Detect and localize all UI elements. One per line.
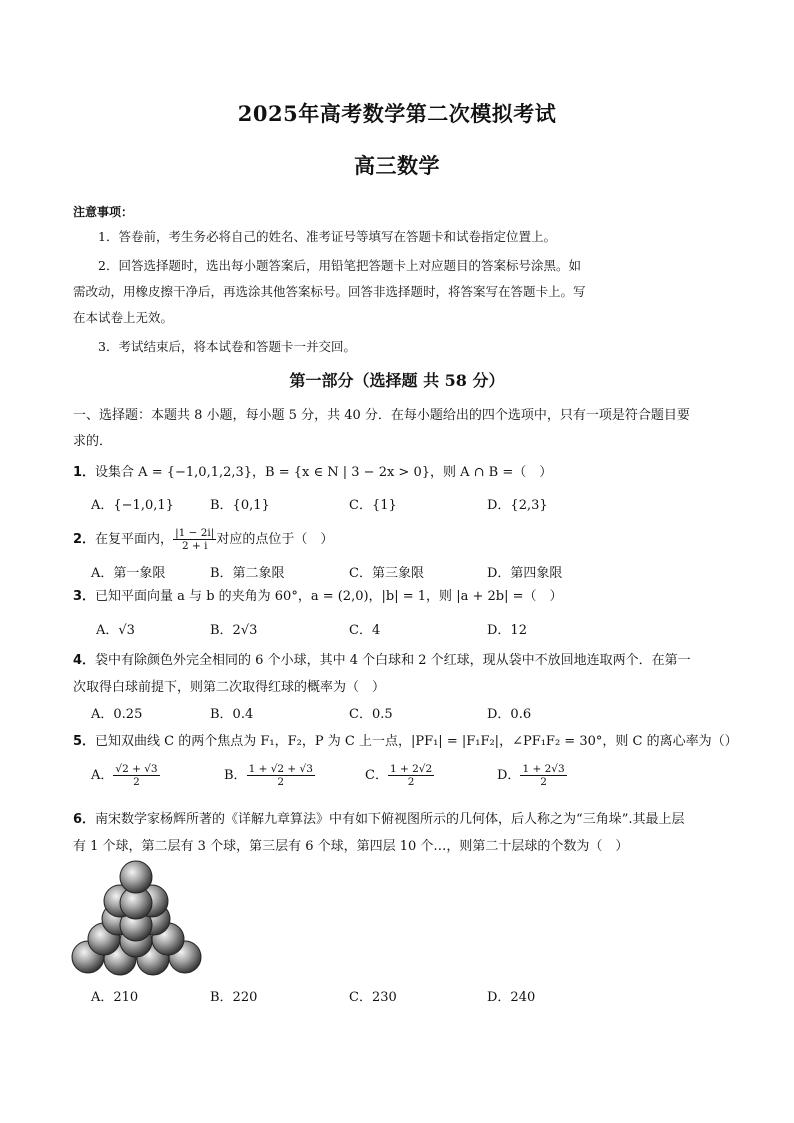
q4-option-c: C．0.5 [349,707,393,722]
question-text: 袋中有除颜色外完全相同的 6 个小球，其中 4 个白球和 2 个红球，现从袋中不放回地连取两个．在第一 [95,653,691,668]
sphere [120,861,152,893]
question-text-pre: 在复平面内， [95,532,174,547]
triangular-sphere-stack-figure [66,855,212,980]
question-3-stem [73,585,562,604]
question-6-stem-line-1 [73,808,684,827]
q3-option-c: C．4 [349,623,381,638]
question-2-stem [73,527,333,552]
question-4-stem-line-1 [73,649,691,668]
fraction-numerator: √2 + √3 [115,763,158,775]
option-fraction [113,763,159,788]
q1-option-d: D．{2,3} [487,498,548,513]
q2-option-a: A．第一象限 [91,566,166,581]
question-number: 6． [73,812,96,827]
fraction-denominator: 2 [407,776,415,788]
q4-option-a: A．0.25 [91,707,143,722]
notice-item-2-line-3: 在本试卷上无效。 [73,310,174,325]
q5-option-d [497,763,567,788]
question-number: 1． [73,465,96,480]
q5-option-b [224,763,315,788]
q2-option-b: B．第二象限 [210,566,285,581]
fraction-denominator: 2 [277,776,285,788]
q4-option-d: D．0.6 [487,707,532,722]
q6-option-c: C．230 [349,990,397,1005]
notice-item-3: 3．考试结束后，将本试卷和答题卡一并交回。 [98,339,356,354]
question-number: 4． [73,653,96,668]
q1-option-c: C．{1} [349,498,397,513]
q2-option-c: C．第三象限 [349,566,424,581]
q4-option-b: B．0.4 [210,707,254,722]
fraction-numerator: 1 + 2√3 [522,763,565,775]
notice-item-2-line-2: 需改动，用橡皮擦干净后，再选涂其他答案标号。回答非选择题时，将答案写在答题卡上。写 [73,284,586,299]
section-title: 第一部分（选择题 共 58 分） [289,371,505,390]
question-text: 已知平面向量 a 与 b 的夹角为 60°，a = (2,0)，|b| = 1，则 |a + 2b| =（ ） [95,589,563,604]
q3-option-a: A．√3 [96,623,135,638]
option-fraction [520,763,566,788]
section-intro-line-2: 求的． [73,434,113,449]
fraction-numerator: 1 + 2√2 [389,763,433,775]
q3-option-d: D．12 [487,623,527,638]
fraction-denominator: 2 [540,776,547,788]
fraction-denominator: 2 + i [181,540,208,552]
option-label: A． [91,768,114,783]
question-text: 已知双曲线 C 的两个焦点为 F₁，F₂，P 为 C 上一点，|PF₁| = |F₁F₂|，∠PF₁F₂ = 30°，则 C 的离心率为（） [95,734,738,749]
q6-option-d: D．240 [487,990,536,1005]
question-6-stem-line-2: 有 1 个球，第二层有 3 个球，第三层有 6 个球，第四层 10 个…，则第二十层球的个数为（ ） [73,839,629,854]
notice-item-1: 1．答卷前，考生务必将自己的姓名、准考证号等填写在答题卡和试卷指定位置上。 [98,229,556,244]
fraction-numerator: 1 + √2 + √3 [248,763,313,775]
question-5-stem [73,730,738,749]
q6-option-b: B．220 [210,990,258,1005]
q5-option-c [365,763,434,788]
q5-option-a [91,763,160,788]
page-title: 2025年高考数学第二次模拟考试 [237,101,557,126]
complex-fraction [173,527,216,552]
fraction-numerator: |1 − 2i| [175,527,215,539]
question-text-post: 对应的点位于（ ） [216,532,334,547]
option-label: C． [365,768,388,783]
option-label: B． [224,768,247,783]
notice-heading: 注意事项： [73,205,134,219]
sphere-group [72,861,201,975]
question-number: 3． [73,589,96,604]
question-text: 南宋数学家杨辉所著的《详解九章算法》中有如下俯视图所示的几何体，后人称之为“三角垛”.其最上层 [95,812,685,827]
option-fraction [247,763,315,788]
q6-option-a: A．210 [91,990,139,1005]
fraction-denominator: 2 [133,776,140,788]
section-intro-line-1: 一、选择题：本题共 8 小题，每小题 5 分，共 40 分．在每小题给出的四个选项中，只有一项是符合题目要 [73,408,690,423]
q1-option-b: B．{0,1} [210,498,270,513]
question-number: 2． [73,532,96,547]
q3-option-b: B．2√3 [210,623,258,638]
option-label: D． [497,768,521,783]
question-1-stem [73,461,552,480]
question-4-stem-line-2: 次取得白球前提下，则第二次取得红球的概率为（ ） [73,680,386,695]
q2-option-d: D．第四象限 [487,566,563,581]
notice-item-2-line-1: 2．回答选择题时，选出每小题答案后，用铅笔把答题卡上对应题目的答案标号涂黑。如 [98,258,581,273]
page-subtitle: 高三数学 [354,153,440,178]
q1-option-a: A．{−1,0,1} [91,498,174,513]
question-text: 设集合 A = {−1,0,1,2,3}，B = {x ∈ N | 3 − 2x > 0}，则 A ∩ B =（ ） [95,465,553,480]
option-fraction [388,763,434,788]
question-number: 5． [73,734,96,749]
